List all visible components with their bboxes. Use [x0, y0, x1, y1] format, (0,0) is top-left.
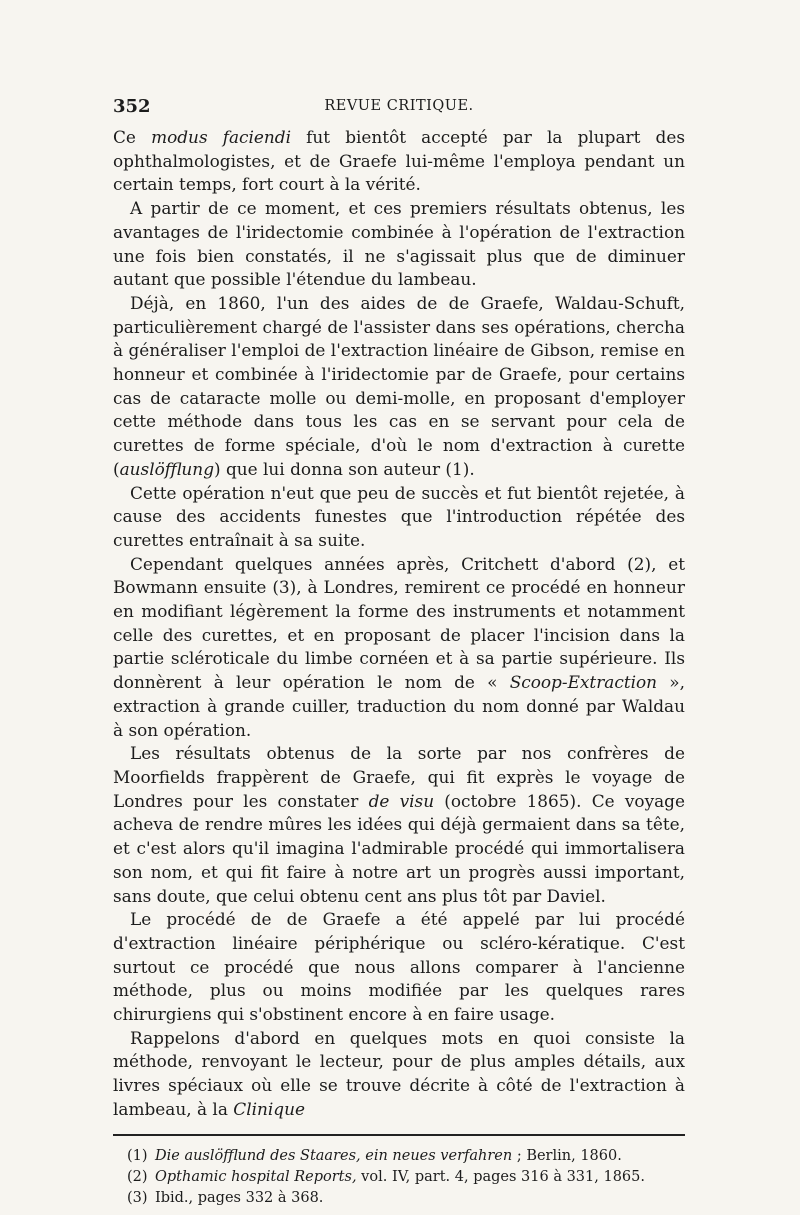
paragraph — [113, 482, 685, 553]
paragraph — [113, 126, 685, 197]
italic-text: Die auslöfflund des Staares, ein neues verfahren — [155, 1147, 513, 1164]
paragraph — [113, 197, 685, 292]
text-run: Cependant quelques années après, Critchett d'abord (2), et Bowmann ensuite (3), à Londres, remirent ce procédé en honneur en modifiant légèrement la forme des instruments et notamment celle des curettes, et en proposant de placer l'incision dans la partie scléroticale du limbe cornéen et à sa partie supérieure. Ils donnèrent à leur opération le nom de « — [113, 553, 685, 693]
italic-text: Clinique — [233, 1098, 305, 1119]
text-run: Déjà, en 1860, l'un des aides de de Graefe, Waldau-Schuft, particulièrement chargé de l'assister dans ses opérations, chercha à généraliser l'emploi de l'extraction linéaire de Gibson, remise en honneur et combinée à l'iridectomie par de Graefe, pour certains cas de cataracte molle ou demi-molle, en proposant d'employer cette méthode dans tous les cas en se servant pour cela de curettes de forme spéciale, d'où le nom d'extraction à curette ( — [113, 292, 685, 479]
text-run: fut bientôt accepté par la plupart des ophthalmologistes, et de Graefe lui-même l'employa pendant un certain temps, fort court à la vérité. — [113, 127, 686, 195]
text-run: Cette opération n'eut que peu de succès et fut bientôt rejetée, à cause des accidents funestes que l'introduction répétée des curettes entraînait à sa suite. — [113, 482, 685, 550]
paragraph — [113, 292, 685, 482]
italic-text: de visu — [368, 790, 435, 811]
text-run: ) que lui donna son auteur (1). — [214, 458, 475, 479]
body-text — [113, 126, 685, 1122]
paragraph — [113, 1027, 685, 1122]
text-run: (octobre 1865). Ce voyage acheva de rendre mûres les idées qui déjà germaient dans sa tête, et c'est alors qu'il imagina l'admirable procédé qui immortalisera son nom, et qui fit faire à notre art un progrès aussi important, sans doute, que celui obtenu cent ans plus tôt par Daviel. — [113, 790, 685, 906]
italic-text: Opthamic hospital Reports, — [155, 1168, 357, 1185]
text-run: Le procédé de de Graefe a été appelé par lui procédé d'extraction linéaire périphérique ou scléro-kératique. C'est surtout ce procédé que nous allons comparer à l'ancienne méthode, plus ou moins modifiée par les quelques rares chirurgiens qui s'obstinent encore à en faire usage. — [113, 909, 685, 1025]
footnote-number: (2) — [127, 1168, 148, 1185]
book-page — [113, 96, 685, 1209]
italic-text: auslöfflung — [119, 458, 215, 479]
footnote — [113, 1146, 685, 1167]
text-run: Les résultats obtenus de la sorte par nos confrères de Moorfields frappèrent de Graefe, qui fit exprès le voyage de Londres pour les constater — [113, 743, 685, 811]
page-number: 352 — [113, 96, 151, 117]
paragraph — [113, 908, 685, 1027]
text-run: », extraction à grande cuiller, traduction du nom donné par Waldau à son opération. — [113, 672, 685, 740]
footnote-rule — [113, 1134, 685, 1136]
paragraph — [113, 742, 685, 908]
text-run: Ce — [113, 127, 152, 147]
footnote — [113, 1188, 685, 1209]
text-run: vol. IV, part. 4, pages 316 à 331, 1865. — [356, 1168, 645, 1185]
footnote-number: (3) — [127, 1189, 148, 1206]
text-run: Rappelons d'abord en quelques mots en quoi consiste la méthode, renvoyant le lecteur, pour de plus amples détails, aux livres spéciaux où elle se trouve décrite à côté de l'extraction à lambeau, à la — [113, 1027, 685, 1119]
text-run: Ibid., pages 332 à 368. — [155, 1189, 324, 1206]
footnote — [113, 1167, 685, 1188]
page-header — [113, 96, 685, 122]
italic-text: modus faciendi — [151, 127, 292, 147]
text-run: A partir de ce moment, et ces premiers résultats obtenus, les avantages de l'iridectomie combinée à l'opération de l'extraction une fois bien constatés, il ne s'agissait plus que de diminuer autant que possible l'étendue du lambeau. — [113, 198, 685, 290]
text-run: ; Berlin, 1860. — [512, 1147, 622, 1164]
footnote-number: (1) — [127, 1147, 148, 1164]
italic-text: Scoop-Extraction — [509, 672, 658, 693]
paragraph — [113, 553, 685, 743]
running-title: REVUE CRITIQUE. — [324, 98, 474, 114]
footnotes — [113, 1146, 685, 1209]
